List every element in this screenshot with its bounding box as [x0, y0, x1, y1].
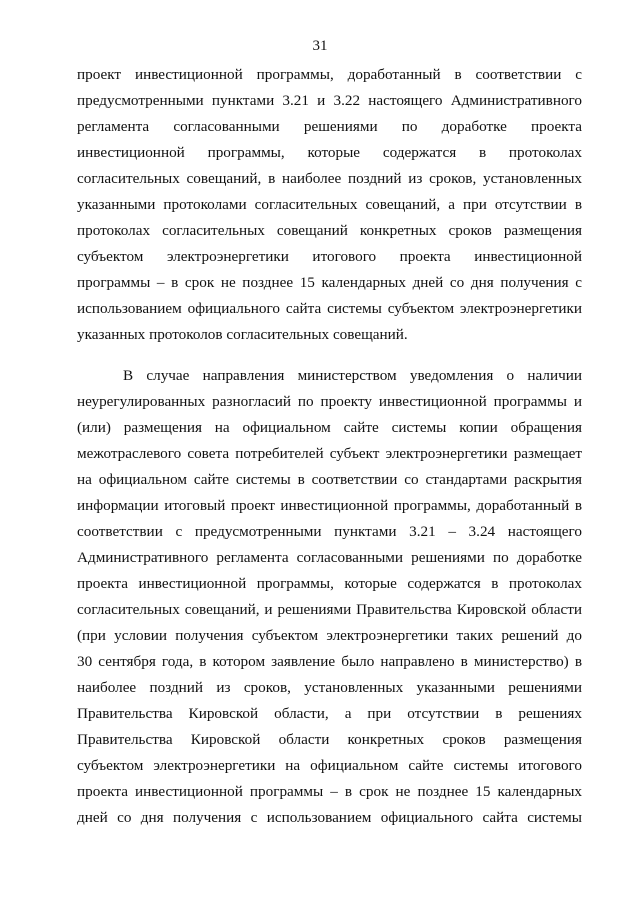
text-line: инвестиционной программы, которые содержатся в протоколах	[77, 144, 582, 162]
text-line: согласительных совещаний, в наиболее поздний из сроков, установленных	[77, 170, 582, 188]
text-line: проекта инвестиционной программы – в срок не позднее 15 календарных	[77, 783, 582, 801]
text-line: протоколах согласительных совещаний конкретных сроков размещения	[77, 222, 582, 240]
text-line: неурегулированных разногласий по проекту инвестиционной программы и	[77, 392, 582, 410]
text-line: (при условии получения субъектом электроэнергетики таких решений до	[77, 626, 582, 644]
text-line: проекта инвестиционной программы, которые содержатся в протоколах	[77, 574, 582, 592]
text-line: наиболее поздний из сроков, установленных указанными решениями	[77, 679, 582, 697]
text-line: на официальном сайте системы в соответствии со стандартами раскрытия	[77, 470, 582, 488]
text-line: регламента согласованными решениями по доработке проекта	[77, 118, 582, 136]
text-line: 30 сентября года, в котором заявление было направлено в министерство) в	[77, 653, 582, 671]
text-line: Правительства Кировской области конкретных сроков размещения	[77, 731, 582, 749]
text-line: субъектом электроэнергетики итогового проекта инвестиционной	[77, 248, 582, 266]
text-line: использованием официального сайта системы субъектом электроэнергетики	[77, 300, 582, 318]
text-line: предусмотренными пунктами 3.21 и 3.22 настоящего Административного	[77, 92, 582, 110]
text-line: проект инвестиционной программы, доработанный в соответствии с	[77, 66, 582, 83]
text-line: соответствии с предусмотренными пунктами 3.21 – 3.24 настоящего	[77, 522, 582, 540]
paragraph-1	[77, 62, 582, 349]
document-body	[77, 62, 582, 831]
text-line: Административного регламента согласованными решениями по доработке	[77, 548, 582, 566]
text-line: программы – в срок не позднее 15 календарных дней со дня получения с	[77, 274, 582, 292]
page-number: 31	[312, 38, 328, 54]
text-line: В случае направления министерством уведомления о наличии	[123, 366, 582, 384]
paragraph-gap	[77, 349, 582, 363]
text-line: информации итоговый проект инвестиционной программы, доработанный в	[77, 496, 582, 514]
text-line: Правительства Кировской области, а при отсутствии в решениях	[77, 705, 582, 723]
text-line: указанными протоколами согласительных совещаний, а при отсутствии в	[77, 196, 582, 214]
text-line: межотраслевого совета потребителей субъект электроэнергетики размещает	[77, 444, 582, 462]
text-line: субъектом электроэнергетики на официальном сайте системы итогового	[77, 757, 582, 775]
text-line: указанных протоколов согласительных совещаний.	[77, 326, 408, 344]
text-line: (или) размещения на официальном сайте системы копии обращения	[77, 418, 582, 436]
text-line: дней со дня получения с использованием официального сайта системы	[77, 809, 582, 827]
paragraph-2	[77, 363, 582, 832]
text-line: согласительных совещаний, и решениями Правительства Кировской области	[77, 600, 582, 618]
